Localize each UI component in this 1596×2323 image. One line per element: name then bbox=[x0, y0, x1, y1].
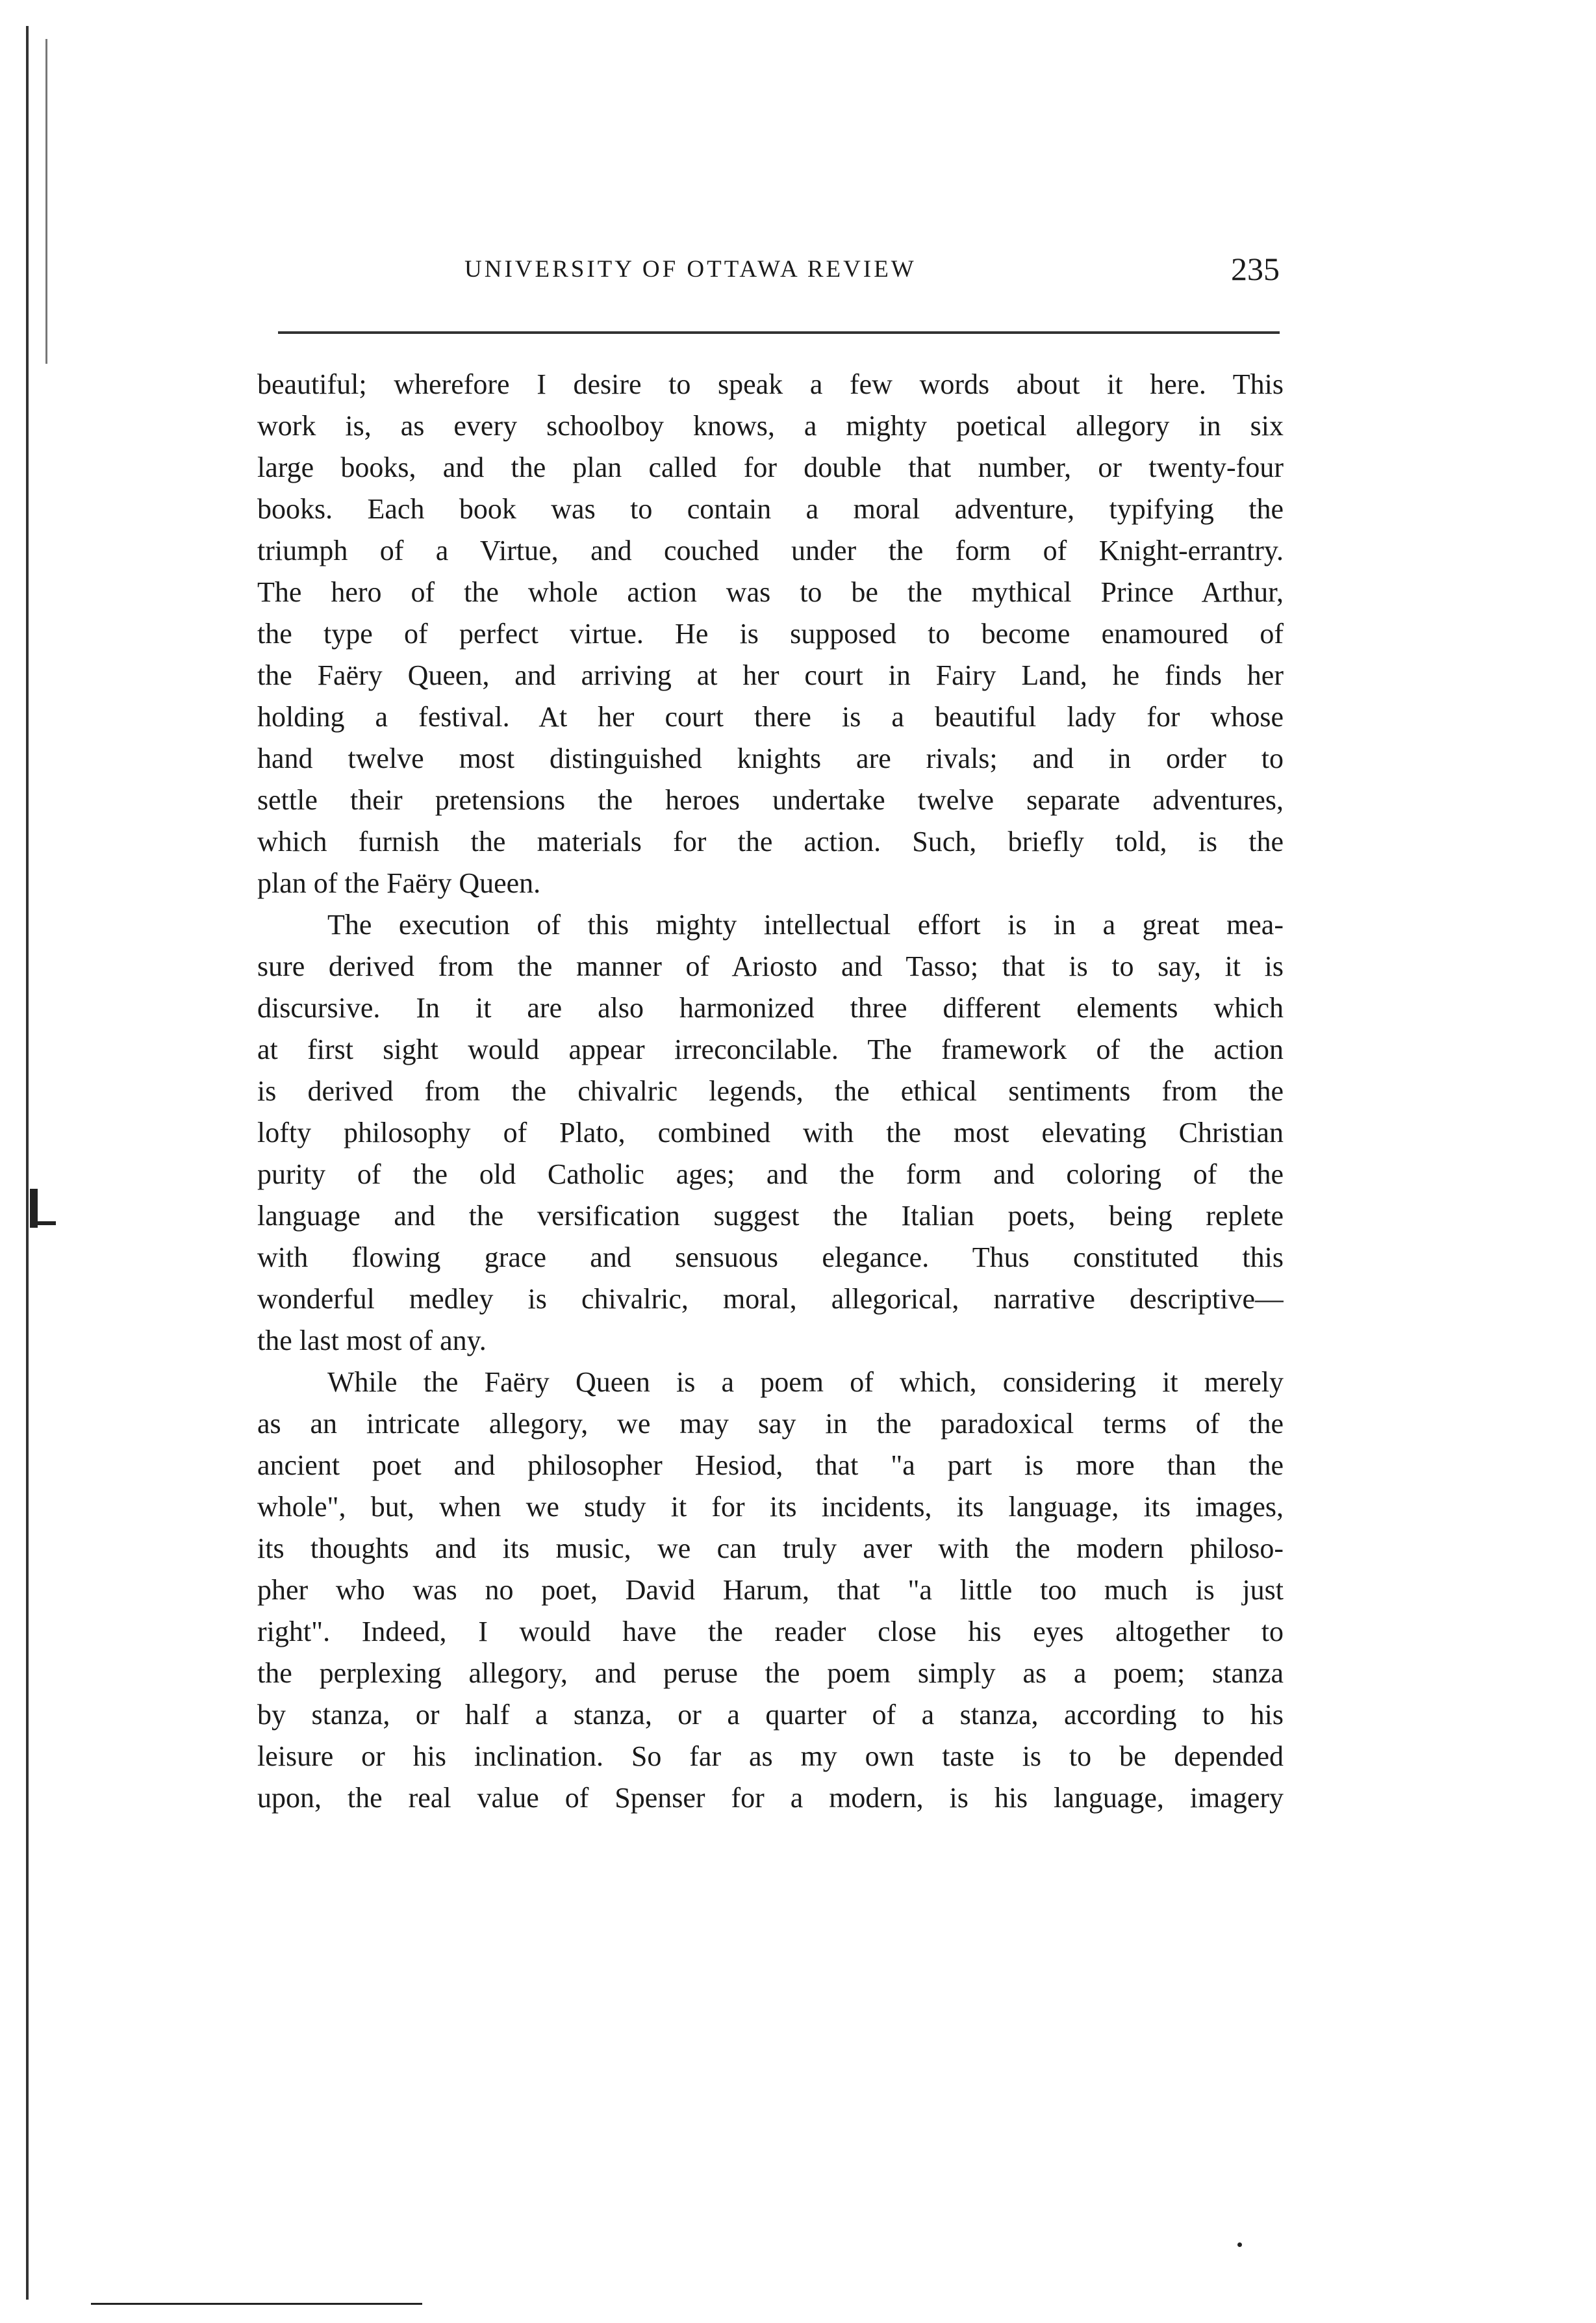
text-line-indented: While the Faëry Queen is a poem of which, considering it merely bbox=[327, 1366, 1284, 1398]
scan-edge-line bbox=[45, 39, 47, 364]
text-line: plan of the Faëry Queen. bbox=[257, 867, 541, 899]
text-line: wonderful medley is chivalric, moral, allegorical, narrative descriptive— bbox=[257, 1283, 1284, 1315]
body-text bbox=[257, 364, 1284, 1819]
text-line: right". Indeed, I would have the reader close his eyes altogether to bbox=[257, 1616, 1284, 1647]
running-head: UNIVERSITY OF OTTAWA REVIEW bbox=[464, 256, 917, 283]
scan-speck bbox=[1237, 2242, 1242, 2247]
text-line: triumph of a Virtue, and couched under the form of Knight-errantry. bbox=[257, 535, 1284, 566]
text-line: whole", but, when we study it for its incidents, its language, its images, bbox=[257, 1491, 1284, 1523]
text-line: leisure or his inclination. So far as my own taste is to be depended bbox=[257, 1740, 1284, 1772]
text-line-indented: The execution of this mighty intellectual effort is in a great mea- bbox=[327, 909, 1284, 941]
text-line: the perplexing allegory, and peruse the poem simply as a poem; stanza bbox=[257, 1657, 1284, 1689]
text-line: The hero of the whole action was to be the mythical Prince Arthur, bbox=[257, 576, 1284, 608]
text-line: discursive. In it are also harmonized three different elements which bbox=[257, 992, 1284, 1024]
text-line: is derived from the chivalric legends, the ethical sentiments from the bbox=[257, 1075, 1284, 1107]
text-line: sure derived from the manner of Ariosto and Tasso; that is to say, it is bbox=[257, 950, 1284, 982]
text-line: the last most of any. bbox=[257, 1325, 487, 1356]
text-line: upon, the real value of Spenser for a modern, is his language, imagery bbox=[257, 1782, 1284, 1814]
text-line: as an intricate allegory, we may say in the paradoxical terms of the bbox=[257, 1408, 1284, 1440]
text-line: large books, and the plan called for double that number, or twenty-four bbox=[257, 451, 1284, 483]
text-line: work is, as every schoolboy knows, a mighty poetical allegory in six bbox=[257, 410, 1284, 442]
text-line: the type of perfect virtue. He is supposed to become enamoured of bbox=[257, 618, 1284, 650]
scan-edge-mark bbox=[30, 1221, 56, 1225]
text-line: lofty philosophy of Plato, combined with the most elevating Christian bbox=[257, 1117, 1284, 1149]
text-line: which furnish the materials for the action. Such, briefly told, is the bbox=[257, 826, 1284, 857]
text-line: beautiful; wherefore I desire to speak a few words about it here. This bbox=[257, 368, 1284, 400]
text-line: its thoughts and its music, we can truly aver with the modern philoso- bbox=[257, 1532, 1284, 1564]
text-line: the Faëry Queen, and arriving at her court in Fairy Land, he finds her bbox=[257, 659, 1284, 691]
text-line: books. Each book was to contain a moral adventure, typifying the bbox=[257, 493, 1284, 525]
text-line: hand twelve most distinguished knights are rivals; and in order to bbox=[257, 743, 1284, 774]
text-line: at first sight would appear irreconcilable. The framework of the action bbox=[257, 1034, 1284, 1065]
page-number: 235 bbox=[1231, 251, 1280, 287]
text-line: settle their pretensions the heroes undertake twelve separate adventures, bbox=[257, 784, 1284, 816]
page-header bbox=[257, 251, 1293, 294]
text-line: language and the versification suggest the Italian poets, being replete bbox=[257, 1200, 1284, 1232]
text-line: pher who was no poet, David Harum, that "a little too much is just bbox=[257, 1574, 1284, 1606]
text-line: with flowing grace and sensuous elegance. Thus constituted this bbox=[257, 1241, 1284, 1273]
scan-foot-line bbox=[91, 2303, 422, 2305]
scan-edge-line bbox=[26, 26, 29, 2300]
text-line: purity of the old Catholic ages; and the form and coloring of the bbox=[257, 1158, 1284, 1190]
text-line: holding a festival. At her court there is a beautiful lady for whose bbox=[257, 701, 1284, 733]
text-line: by stanza, or half a stanza, or a quarter of a stanza, according to his bbox=[257, 1699, 1284, 1731]
text-line: ancient poet and philosopher Hesiod, that "a part is more than the bbox=[257, 1449, 1284, 1481]
header-rule bbox=[278, 331, 1280, 334]
